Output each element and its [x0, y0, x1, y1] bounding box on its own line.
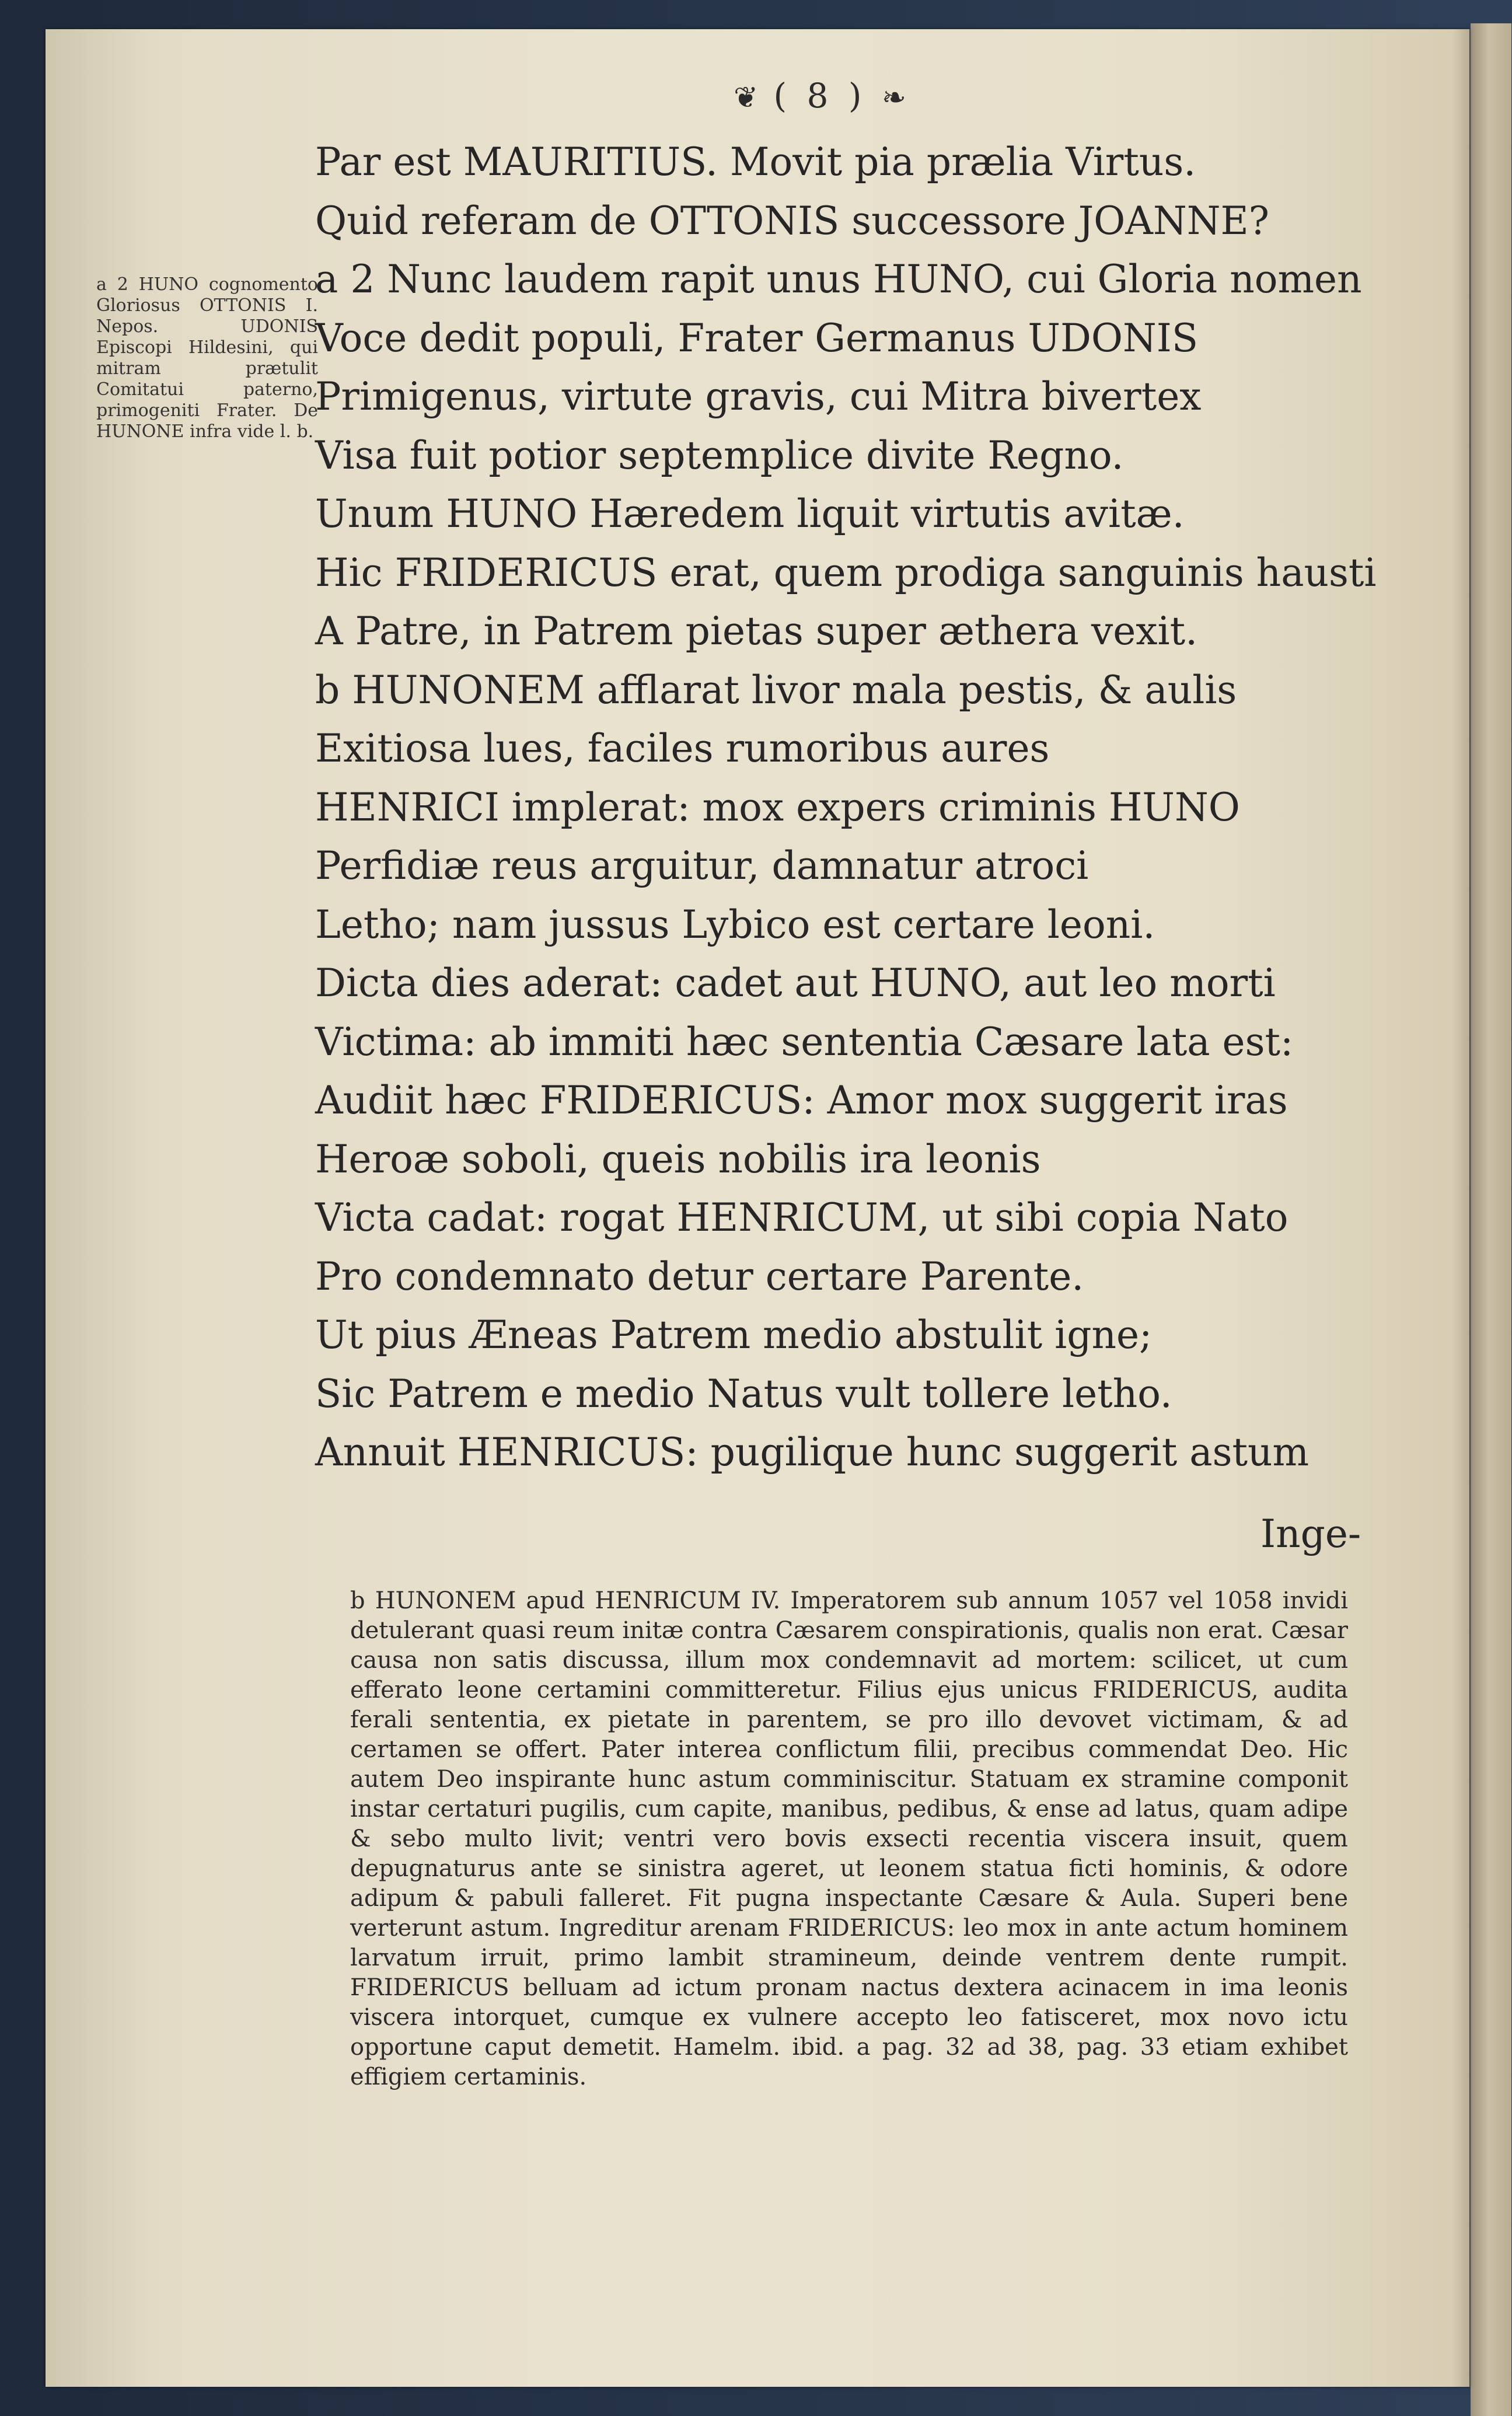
verse-line: Primigenus, virtute gravis, cui Mitra bivertex: [315, 374, 1202, 419]
verse-line: a 2 Nunc laudem rapit unus HUNO, cui Gloria nomen: [315, 257, 1362, 302]
catchword: Inge-: [1260, 1511, 1361, 1556]
verse-line: Pro condemnato detur certare Parente.: [315, 1254, 1084, 1299]
verse-line: b HUNONEM afflarat livor mala pestis, & aulis: [315, 667, 1237, 713]
header-ornament-left-icon: ❦: [734, 81, 759, 114]
verse-line: Hic FRIDERICUS erat, quem prodiga sanguinis hausti: [315, 550, 1377, 595]
verse-block: [315, 133, 1377, 1482]
verse-line: A Patre, in Patrem pietas super æthera vexit.: [315, 609, 1198, 654]
verse-line: Par est MAURITIUS. Movit pia prælia Virtus.: [315, 139, 1196, 184]
verse-line: Heroæ soboli, queis nobilis ira leonis: [315, 1136, 1041, 1182]
verse-line: HENRICI implerat: mox expers criminis HUNO: [315, 784, 1240, 830]
verse-line: Unum HUNO Hæredem liquit virtutis avitæ.: [315, 491, 1185, 536]
verse-line: Voce dedit populi, Frater Germanus UDONIS: [315, 315, 1199, 361]
next-page-edge: [1471, 23, 1511, 2416]
verse-line: Quid referam de OTTONIS successore JOANNE?: [315, 198, 1270, 243]
verse-line: Victa cadat: rogat HENRICUM, ut sibi copia Nato: [315, 1195, 1288, 1240]
verse-line: Sic Patrem e medio Natus vult tollere letho.: [315, 1371, 1172, 1416]
verse-line: Letho; nam jussus Lybico est certare leoni.: [315, 902, 1155, 947]
verse-line: Victima: ab immiti hæc sententia Cæsare lata est:: [315, 1019, 1294, 1064]
verse-line: Annuit HENRICUS: pugilique hunc suggerit astum: [315, 1430, 1310, 1475]
header-ornament-right-icon: ❧: [881, 81, 906, 114]
verse-line: Audiit hæc FRIDERICUS: Amor mox suggerit iras: [315, 1078, 1288, 1123]
verse-line: Exitiosa lues, faciles rumoribus aures: [315, 726, 1050, 771]
footnote: b HUNONEM apud HENRICUM IV. Imperatorem sub annum 1057 vel 1058 invidi detulerant quasi reum initæ contra Cæsarem conspirationis, qualis non erat. Cæsar causa non satis discussa, illum mox condemnavit ad mortem: scilicet, ut cum efferato leone certamini committeretur. Filius ejus unicus FRIDERICUS, audita ferali sententia, ex pietate in parentem, se pro illo devovet victimam, & ad certamen se offert. Pater interea conflictum filii, precibus commendat Deo. Hic autem Deo inspirante hunc astum comminiscitur. Statuam ex stramine componit instar certaturi pugilis, cum capite, manibus, pedibus, & ense ad latus, quam adipe & sebo multo livit; ventri vero bovis exsecti recentia viscera insuit, quem depugnaturus ante se sinistra ageret, ut leonem statua ficti hominis, & odore adipum & pabuli falleret. Fit pugna inspectante Cæsare & Aula. Superi bene verterunt astum. Ingreditur arenam FRIDERICUS: leo mox in ante actum hominem larvatum irruit, primo lambit stramineum, deinde ventrem dente rumpit. FRIDERICUS belluam ad ictum pronam nactus dextera acinacem in ima leonis viscera intorquet, cumque ex vulnere accepto leo fatisceret, mox novo ictu opportune caput demetit. Hamelm. ibid. a pag. 32 ad 38, pag. 33 etiam exhibet effigiem certaminis.: [350, 1587, 1348, 2090]
marginal-note: a 2 HUNO cognomento Gloriosus OTTONIS I. Nepos. UDONIS Episcopi Hildesini, qui mitram prætulit Comitatui paterno, primogeniti Frater. De HUNONE infra vide l. b.: [96, 274, 318, 442]
verse-line: Ut pius Æneas Patrem medio abstulit igne;: [315, 1312, 1153, 1357]
verse-line: Visa fuit potior septemplice divite Regno.: [315, 432, 1124, 478]
page-header: [689, 76, 951, 116]
verse-line: Dicta dies aderat: cadet aut HUNO, aut leo morti: [315, 961, 1276, 1005]
page-gutter-shadow: [1453, 29, 1471, 2387]
page-number: ( 8 ): [773, 76, 867, 116]
verse-line: Perfidiæ reus arguitur, damnatur atroci: [315, 843, 1089, 888]
